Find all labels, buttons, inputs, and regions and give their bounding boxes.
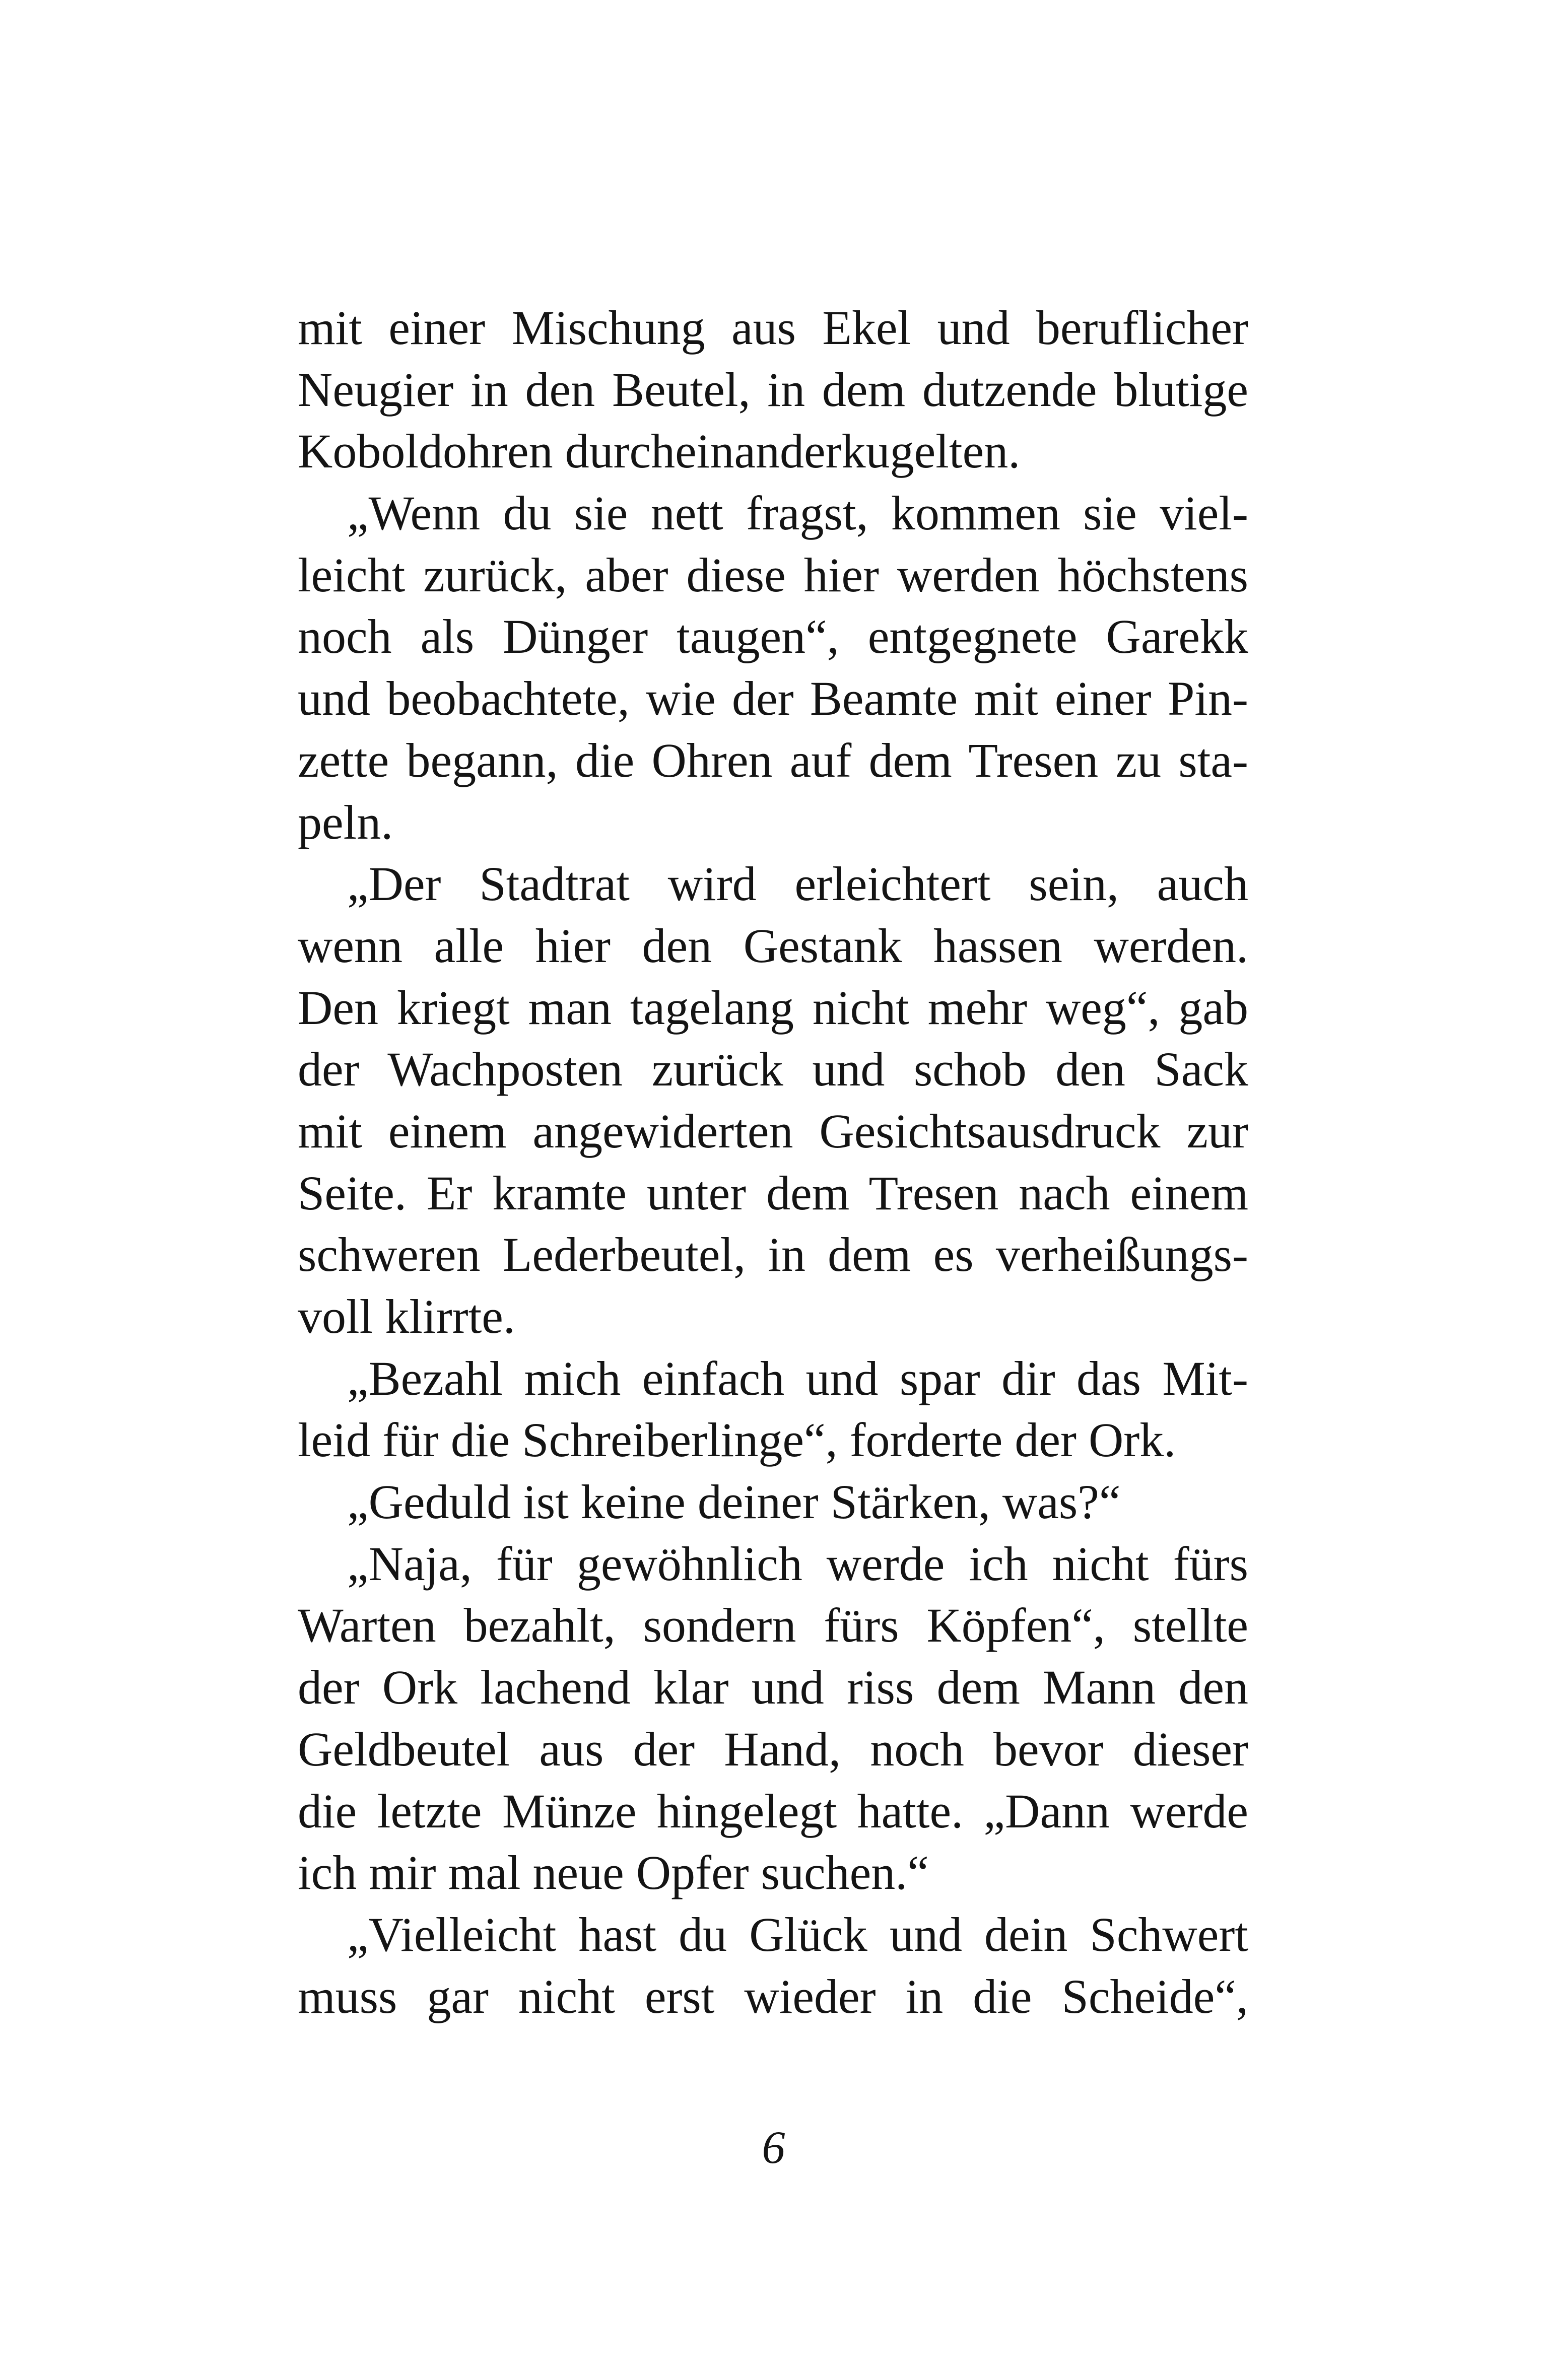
- text-line: Warten bezahlt, sondern fürs Köpfen“, stellte: [298, 1598, 1248, 1653]
- text-line: „Der Stadtrat wird erleichtert sein, auch: [347, 857, 1248, 911]
- text-line: schweren Lederbeutel, in dem es verheißungs-: [298, 1228, 1248, 1282]
- text-line: zette begann, die Ohren auf dem Tresen zu sta-: [298, 733, 1248, 787]
- text-line: die letzte Münze hingelegt hatte. „Dann werde: [298, 1784, 1248, 1838]
- text-line: „Wenn du sie nett fragst, kommen sie viel-: [347, 486, 1248, 540]
- text-line: leicht zurück, aber diese hier werden höchstens: [298, 548, 1248, 602]
- text-line: Koboldohren durcheinanderkugelten.: [298, 424, 1021, 479]
- text-line: Den kriegt man tagelang nicht mehr weg“, gab: [298, 980, 1248, 1035]
- text-line: „Naja, für gewöhnlich werde ich nicht fürs: [347, 1536, 1248, 1591]
- text-line: „Vielleicht hast du Glück und dein Schwert: [347, 1907, 1248, 1961]
- text-line: leid für die Schreiberlinge“, forderte der Ork.: [298, 1413, 1176, 1467]
- text-line: muss gar nicht erst wieder in die Scheide“,: [298, 1969, 1248, 2023]
- text-line: der Wachposten zurück und schob den Sack: [298, 1042, 1248, 1097]
- body-text: [298, 297, 1248, 2027]
- text-line: Neugier in den Beutel, in dem dutzende blutige: [298, 362, 1248, 417]
- text-line: Seite. Er kramte unter dem Tresen nach einem: [298, 1166, 1248, 1220]
- text-line: wenn alle hier den Gestank hassen werden.: [298, 918, 1248, 973]
- text-line: voll klirrte.: [298, 1289, 515, 1343]
- text-line: „Geduld ist keine deiner Stärken, was?“: [347, 1475, 1121, 1529]
- text-line: mit einem angewiderten Gesichtsausdruck zur: [298, 1104, 1248, 1158]
- text-line: „Bezahl mich einfach und spar dir das Mit-: [347, 1351, 1248, 1405]
- text-line: peln.: [298, 795, 393, 849]
- text-line: ich mir mal neue Opfer suchen.“: [298, 1846, 929, 1900]
- text-line: noch als Dünger taugen“, entgegnete Garekk: [298, 609, 1248, 664]
- page-number: 6: [762, 2122, 785, 2173]
- text-line: mit einer Mischung aus Ekel und beruflicher: [298, 301, 1248, 355]
- text-line: Geldbeutel aus der Hand, noch bevor dieser: [298, 1722, 1248, 1776]
- text-line: der Ork lachend klar und riss dem Mann den: [298, 1660, 1248, 1715]
- text-line: und beobachtete, wie der Beamte mit einer Pin-: [298, 671, 1248, 726]
